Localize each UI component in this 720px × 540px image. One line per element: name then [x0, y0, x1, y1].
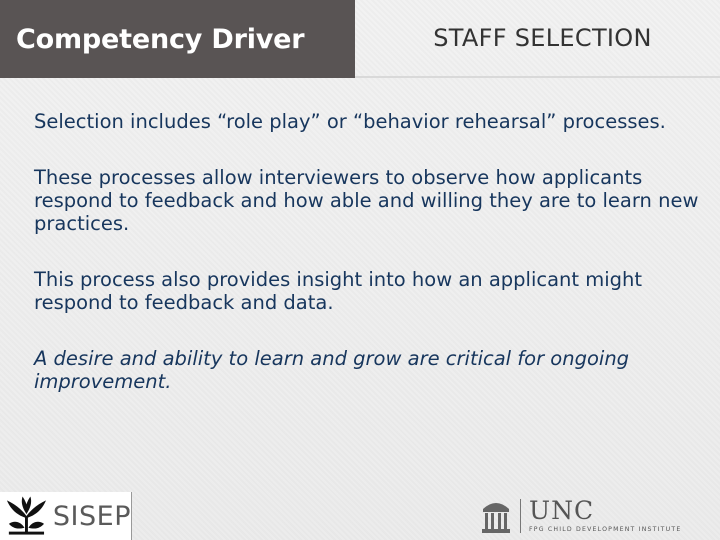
logo-divider [520, 499, 521, 533]
old-well-icon [480, 497, 512, 535]
slide-body [34, 110, 704, 426]
paragraph-2: These processes allow interviewers to observe how applicants respond to feedback and how able and willing they are to learn new practices. [34, 166, 699, 235]
unc-name: UNC [529, 496, 595, 525]
unc-institute: FPG CHILD DEVELOPMENT INSTITUTE [529, 526, 682, 533]
footer [0, 492, 720, 540]
paragraph-3: This process also provides insight into how an applicant might respond to feedback and data. [34, 268, 643, 314]
sisep-logo-text: SISEP [52, 500, 131, 532]
unc-fpg-logo [480, 492, 720, 540]
sisep-logo [0, 492, 132, 540]
slide-title: Competency Driver [16, 23, 305, 55]
title-bar [0, 0, 355, 78]
tree-icon [3, 494, 50, 538]
subtitle-bar [355, 0, 720, 78]
paragraph-1: Selection includes “role play” or “behavior rehearsal” processes. [34, 110, 666, 133]
slide-subtitle: STAFF SELECTION [433, 24, 652, 52]
unc-wordmark [529, 496, 682, 533]
paragraph-4: A desire and ability to learn and grow are critical for ongoing improvement. [34, 347, 630, 393]
